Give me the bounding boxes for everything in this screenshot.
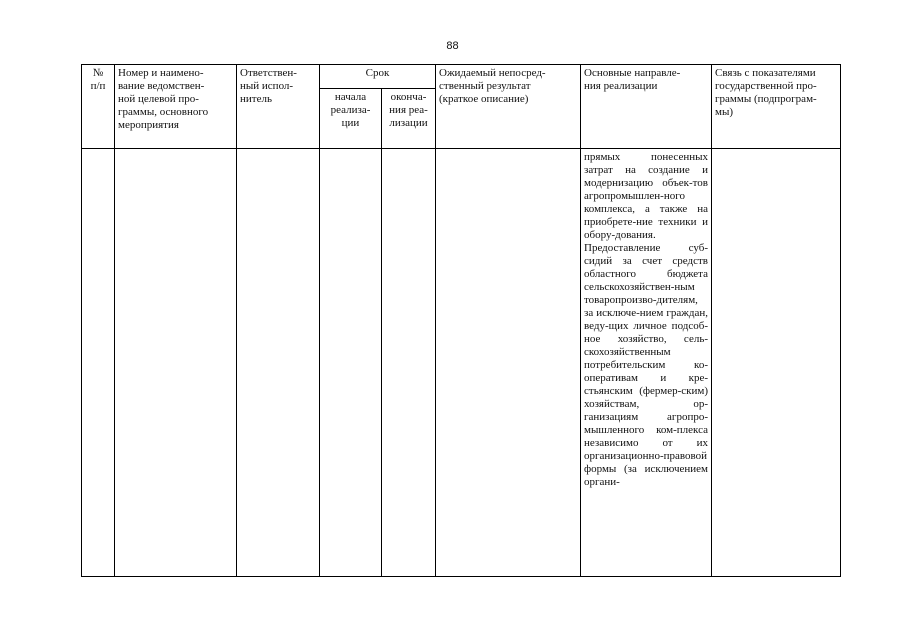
header-executor: Ответствен- ный испол- нитель bbox=[237, 65, 320, 149]
cell-num bbox=[82, 149, 115, 577]
header-name: Номер и наимено- вание ведомствен- ной целевой про- граммы, основного мероприятия bbox=[115, 65, 237, 149]
header-link: Связь с показателями государственной про- граммы (подпрограм- мы) bbox=[712, 65, 841, 149]
header-term-end: оконча- ния реа- лизации bbox=[382, 89, 436, 149]
page-number: 88 bbox=[446, 40, 459, 52]
cell-result bbox=[436, 149, 581, 577]
cell-term-end bbox=[382, 149, 436, 577]
header-directions: Основные направле- ния реализации bbox=[581, 65, 712, 149]
cell-executor bbox=[237, 149, 320, 577]
header-result: Ожидаемый непосред- ственный результат (краткое описание) bbox=[436, 65, 581, 149]
cell-name bbox=[115, 149, 237, 577]
header-num: № п/п bbox=[82, 65, 115, 149]
header-term: Срок bbox=[320, 65, 436, 89]
cell-term-start bbox=[320, 149, 382, 577]
cell-link bbox=[712, 149, 841, 577]
cell-directions bbox=[581, 149, 712, 577]
program-table bbox=[81, 64, 841, 577]
header-term-start: начала реализа- ции bbox=[320, 89, 382, 149]
table-row bbox=[82, 149, 841, 577]
directions-text: прямых понесенных затрат на создание и модернизацию объек-тов агропромышлен-ного комплекса, а также на приобрете-ние техники и обору-дования. Предоставление суб-сидий за счет средств областного бюджета сельскохозяйствен-ным товаропроизво-дителям, за исключе-нием граждан, веду-щих личное подсоб-ное хозяйство, сель-скохозяйственным потребительским ко-оперативам и кре-стьянским (фермер-ским) хозяйствам, ор-ганизациям агропро-мышленного ком-плекса независимо от их организационно-правовой формы (за исключением органи- bbox=[584, 151, 708, 488]
